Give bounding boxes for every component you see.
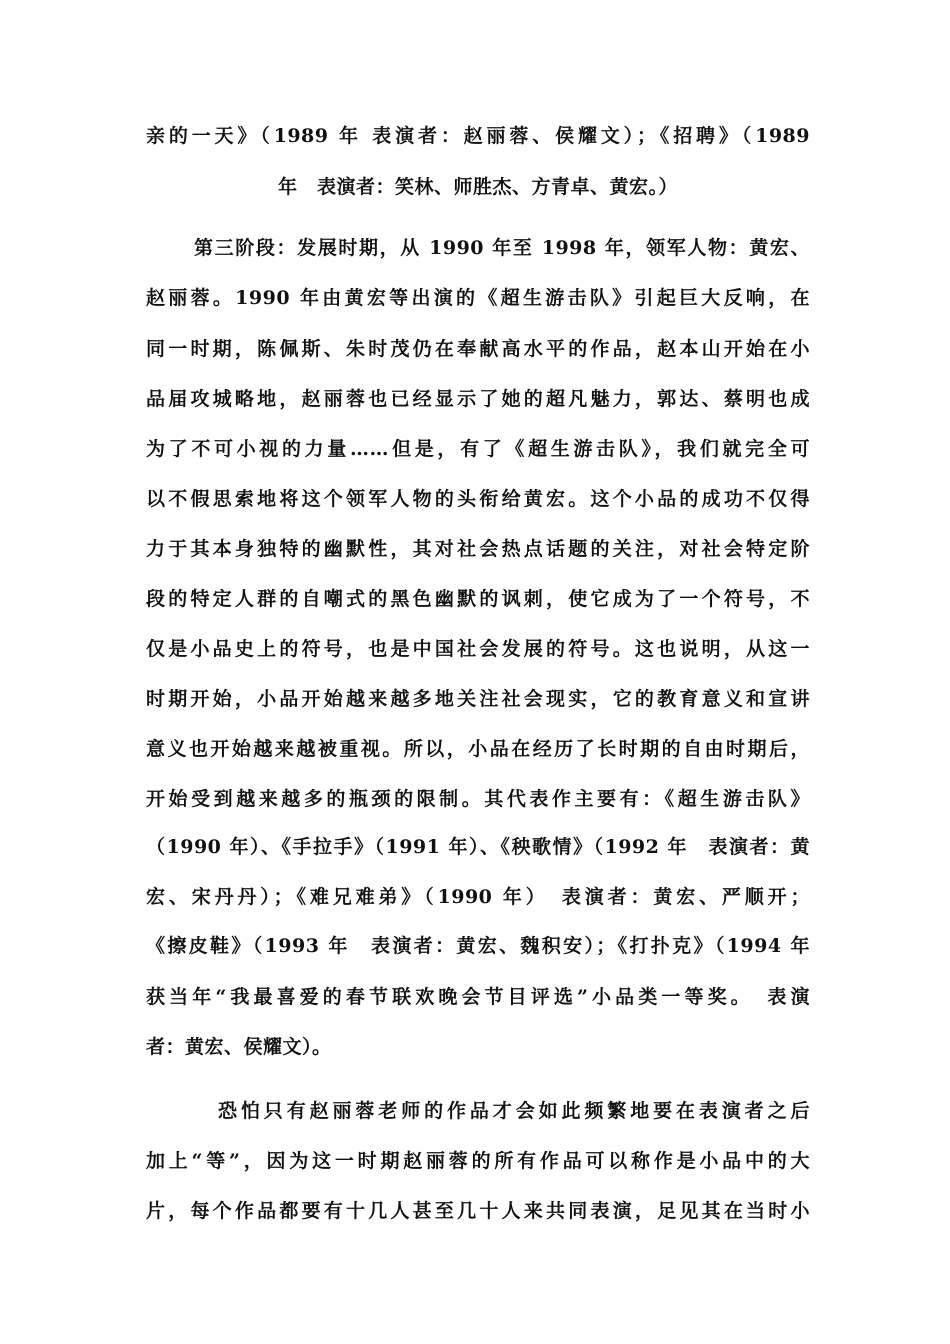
text-line: 同一时期，陈佩斯、朱时茂仍在奉献高水平的作品，赵本山开始在小 [146,338,810,360]
text-line: 片，每个作品都要有十几人甚至几十人来共同表演，足见其在当时小 [146,1200,810,1222]
text-line: 仅是小品史上的符号，也是中国社会发展的符号。这也说明，从这一 [146,638,810,660]
text-line: （1990 年）、《手拉手》（1991 年）、《秧歌情》（1992 年 表演者：黄 [146,836,810,858]
text-line: 意义也开始越来越被重视。所以，小品在经历了长时期的自由时期后， [146,738,810,760]
text-line: 宏、宋丹丹）；《难兄难弟》（1990 年） 表演者：黄宏、严顺开； [146,886,810,908]
text-line: 亲的一天》（1989 年 表演者：赵丽蓉、侯耀文）；《招聘》（1989 [146,125,810,147]
text-line: 赵丽蓉。1990 年由黄宏等出演的《超生游击队》引起巨大反响，在 [146,287,810,309]
text-line: 加上“等”，因为这一时期赵丽蓉的所有作品可以称作是小品中的大 [146,1150,810,1172]
text-line: 者：黄宏、侯耀文）。 [146,1036,332,1058]
text-line: 力于其本身独特的幽默性，其对社会热点话题的关注，对社会特定阶 [146,538,810,560]
text-line: 第三阶段：发展时期，从 1990 年至 1998 年，领军人物：黄宏、 [194,237,810,259]
text-line: 段的特定人群的自嘲式的黑色幽默的讽刺，使它成为了一个符号，不 [146,588,810,610]
text-line: 《擦皮鞋》（1993 年 表演者：黄宏、魏积安）；《打扑克》（1994 年 [146,935,810,957]
text-line: 恐怕只有赵丽蓉老师的作品才会如此频繁地要在表演者之后 [218,1100,810,1122]
text-line: 年 表演者：笑林、师胜杰、方青卓、黄宏。） [277,176,678,198]
text-line: 时期开始，小品开始越来越多地关注社会现实，它的教育意义和宣讲 [146,688,810,710]
text-line: 获当年“我最喜爱的春节联欢晚会节目评选”小品类一等奖。 表演 [146,986,810,1008]
text-line: 为了不可小视的力量……但是，有了《超生游击队》，我们就完全可 [146,438,810,460]
text-line: 品届攻城略地，赵丽蓉也已经显示了她的超凡魅力，郭达、蔡明也成 [146,388,810,410]
text-line: 以不假思索地将这个领军人物的头衔给黄宏。这个小品的成功不仅得 [146,488,810,510]
text-line: 开始受到越来越多的瓶颈的限制。其代表作主要有：《超生游击队》 [146,788,810,810]
